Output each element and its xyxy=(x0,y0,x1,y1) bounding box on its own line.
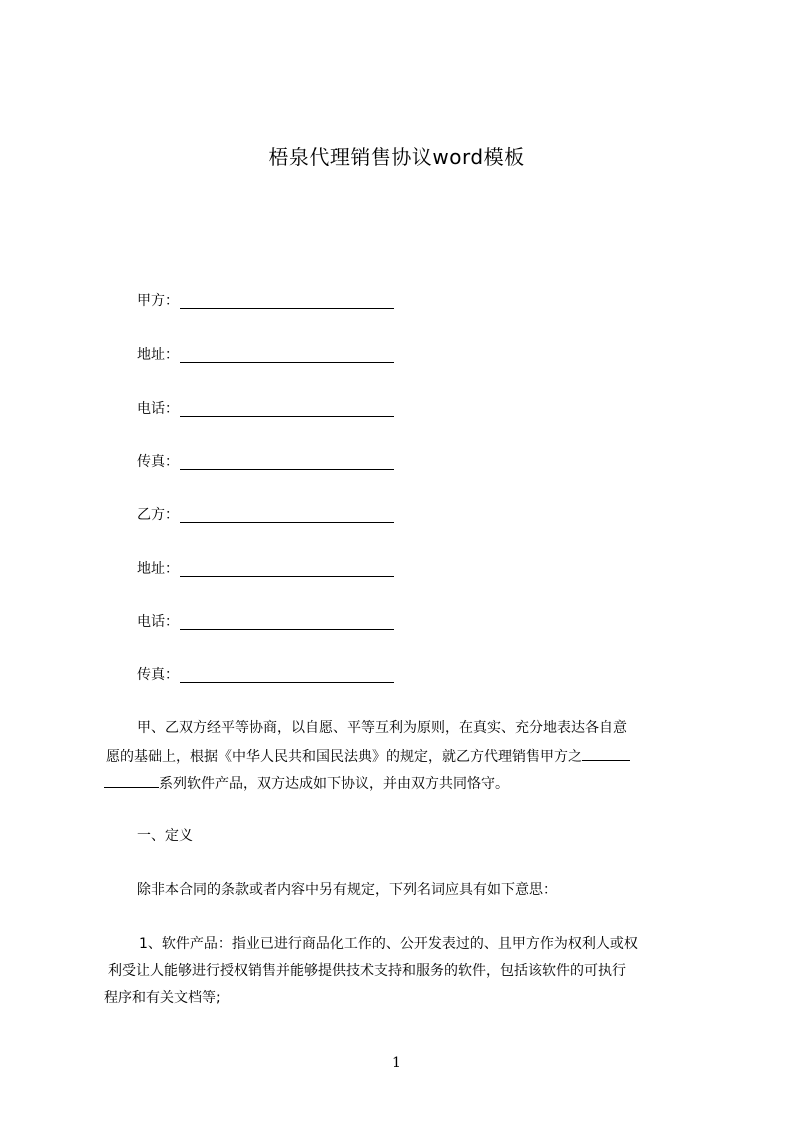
party-b-fax-blank xyxy=(180,666,394,683)
party-b-phone-blank xyxy=(180,613,394,630)
party-a-fax-field xyxy=(137,450,394,472)
party-b-fax-field xyxy=(137,663,394,685)
page-number: 1 xyxy=(392,1055,401,1071)
party-a-address-label: 地址： xyxy=(137,347,179,363)
party-b-phone-label: 电话： xyxy=(137,614,179,630)
party-b-field xyxy=(137,503,394,525)
intro-line-3-text: 系列软件产品，双方达成如下协议，并由双方共同恪守。 xyxy=(159,776,509,792)
product-series-blank-1 xyxy=(582,746,630,761)
party-a-fax-label: 传真： xyxy=(137,454,179,470)
intro-line-2 xyxy=(106,746,630,767)
document-title: 梧泉代理销售协议word模板 xyxy=(268,145,525,169)
item-1-line-3: 程序和有关文档等; xyxy=(104,990,221,1006)
party-a-phone-blank xyxy=(180,400,394,417)
party-a-address-field xyxy=(137,343,394,365)
party-b-label: 乙方： xyxy=(137,507,179,523)
party-a-blank xyxy=(180,292,394,309)
party-b-fax-label: 传真： xyxy=(137,667,179,683)
intro-line-1: 甲、乙双方经平等协商，以自愿、平等互利为原则，在真实、充分地表达各自意 xyxy=(137,720,627,736)
party-a-label: 甲方： xyxy=(137,293,179,309)
product-series-blank-2 xyxy=(104,773,159,788)
party-b-phone-field xyxy=(137,610,394,632)
party-b-address-blank xyxy=(180,560,394,577)
item-1-line-2: 利受让人能够进行授权销售并能够提供技术支持和服务的软件，包括该软件的可执行 xyxy=(108,963,626,979)
party-a-phone-field xyxy=(137,397,394,419)
party-a-fax-blank xyxy=(180,453,394,470)
definitions-intro: 除非本合同的条款或者内容中另有规定，下列名词应具有如下意思： xyxy=(137,882,557,898)
party-b-blank xyxy=(180,506,394,523)
item-1-line-1: 1、软件产品：指业已进行商品化工作的、公开发表过的、且甲方作为权利人或权 xyxy=(139,936,638,952)
party-a-phone-label: 电话： xyxy=(137,401,179,417)
party-a-field xyxy=(137,289,394,311)
intro-line-3 xyxy=(104,773,509,794)
party-b-address-field xyxy=(137,557,394,579)
party-b-address-label: 地址： xyxy=(137,561,179,577)
section-heading-definitions: 一、定义 xyxy=(137,828,193,844)
intro-line-2-text: 愿的基础上，根据《中华人民共和国民法典》的规定，就乙方代理销售甲方之 xyxy=(106,749,582,765)
party-a-address-blank xyxy=(180,346,394,363)
